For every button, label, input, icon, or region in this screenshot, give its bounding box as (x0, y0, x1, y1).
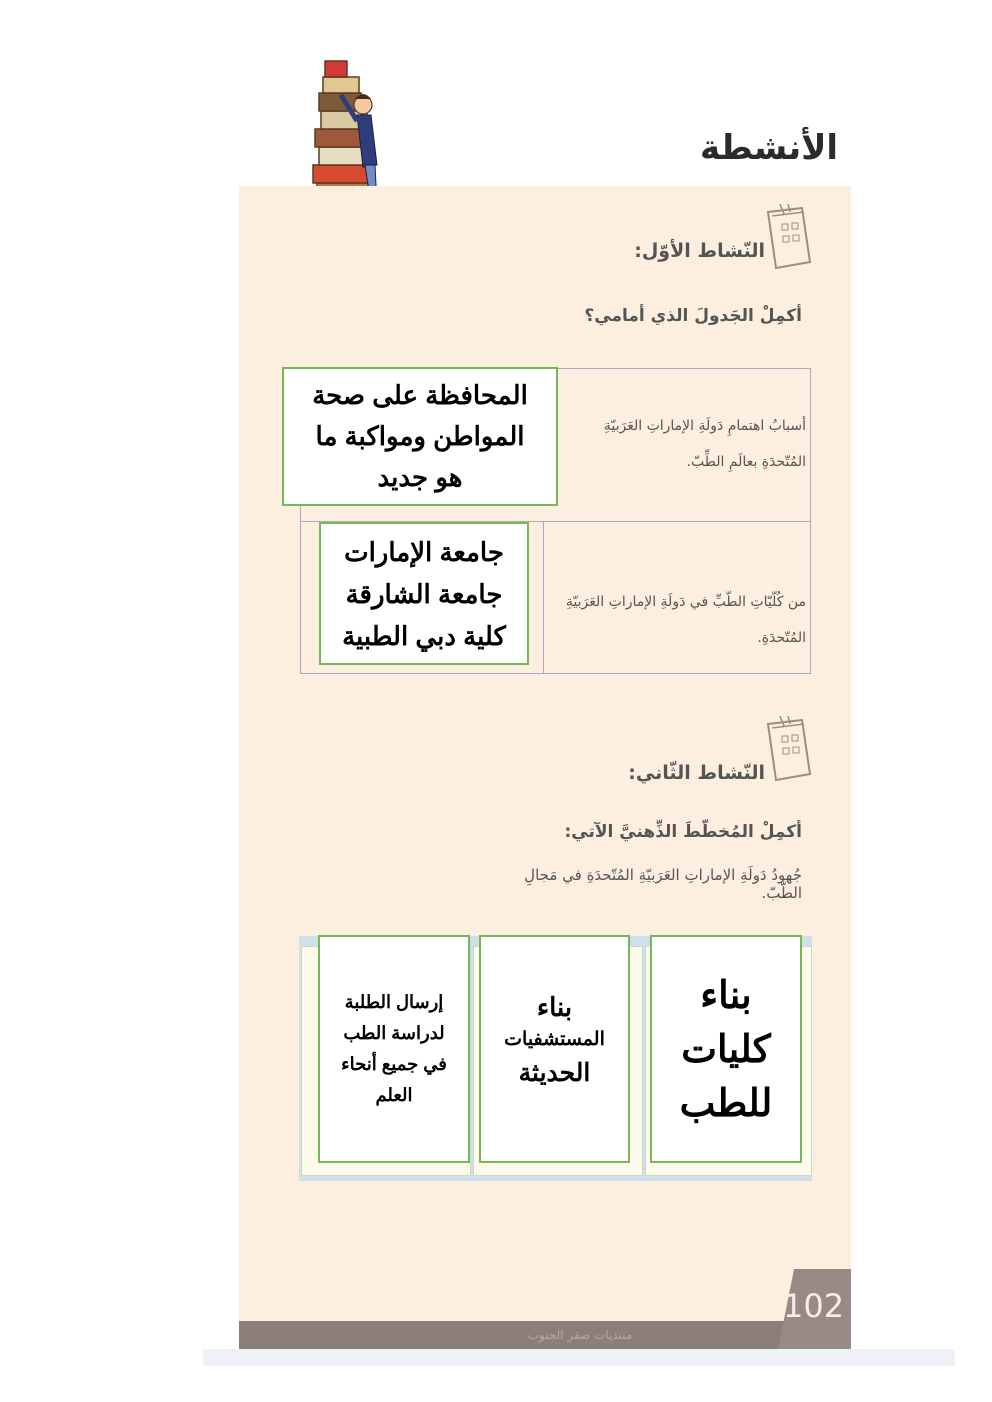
mind-map-box-3 (318, 935, 470, 1163)
page-number: 102 (783, 1287, 845, 1325)
mind-map-box-2 (479, 935, 630, 1163)
answer-line: جامعة الإمارات (344, 536, 504, 567)
activity-1-instruction: أكمِلْ الجَدولَ الذي أمامي؟ (584, 306, 802, 326)
activity-2-subtitle: جُهودُ دَولَةِ الإماراتِ العَرَبيّةِ المُتّحدَةِ في مَجالِ الطّبّ. (524, 866, 802, 902)
answer-line: جامعة الشارقة (345, 578, 503, 609)
notebook-icon (762, 716, 814, 786)
answer-line: هو جديد (377, 462, 463, 492)
table-row-1-prompt: أسبابُ اهتمامِ دَولَةِ الإماراتِ العَرَبيّةِ المُتّحدَةِ بعالَمِ الطِّبّ. (603, 418, 806, 470)
mind-map-box-1 (650, 935, 802, 1163)
activity-1-title: النّشاط الأوّل: (634, 240, 765, 262)
box-line: المستشفيات (504, 1029, 605, 1050)
box-line: للطب (679, 1083, 773, 1125)
answer-line: كلية دبي الطبية (342, 620, 506, 651)
table-row-2-answer (319, 522, 529, 665)
box-line: لدراسة الطب (343, 1023, 445, 1043)
box-line: الحديثة (518, 1059, 591, 1087)
box-line: كليات (681, 1029, 771, 1071)
answer-line: المواطن ومواكبة ما (315, 421, 525, 451)
box-line: في جميع أنحاء (341, 1054, 447, 1074)
watermark: منتديات صقر الجنوب (527, 1328, 633, 1342)
notebook-icon (762, 204, 814, 274)
box-line: العلم (375, 1085, 413, 1105)
box-line: بناء (700, 975, 752, 1017)
activity-2-title: النّشاط الثّاني: (628, 762, 765, 784)
page-bottom-band (203, 1349, 955, 1366)
box-line: بناء (536, 992, 573, 1022)
activity-2-instruction: أكمِلْ المُخطّطَ الذِّهنيَّ الآتي: (564, 822, 802, 842)
table-column-divider (543, 521, 544, 674)
answer-line: المحافظة على صحة (312, 380, 528, 410)
table-row-2-prompt: من كُلّيّاتِ الطّبِّ في دَولَةِ الإماراتِ العَرَبيّةِ المُتّحدَةِ. (565, 594, 806, 646)
section-title: الأنشطة (700, 128, 839, 168)
box-line: إرسال الطلبة (344, 992, 444, 1012)
table-row-1-answer (282, 367, 558, 506)
